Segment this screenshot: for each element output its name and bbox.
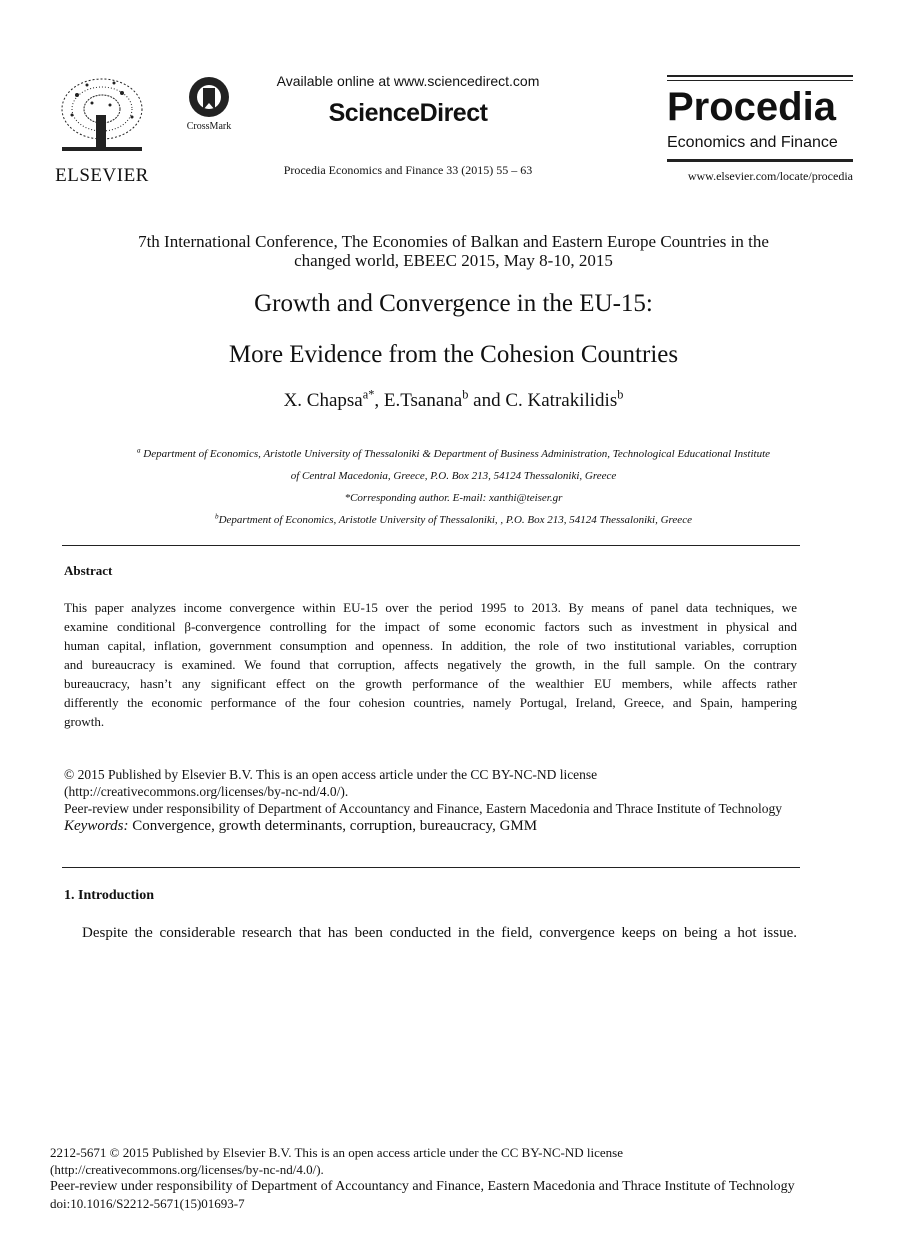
author-affiliation-mark: b xyxy=(462,387,469,402)
license-block xyxy=(64,766,804,836)
conference-line-1: 7th International Conference, The Economies of Balkan and Eastern Europe Countries in the xyxy=(138,232,769,251)
author-name: X. Chapsa xyxy=(283,390,363,411)
abstract-heading: Abstract xyxy=(64,563,113,578)
publisher-name: ELSEVIER xyxy=(55,165,149,186)
affiliation-b xyxy=(50,509,857,531)
affiliation-b-line: Department of Economics, Aristotle University of Thessaloniki, , P.O. Box 213, 54124 Thessaloniki, Greece xyxy=(218,514,692,526)
abstract-body xyxy=(64,598,797,731)
procedia-title: Procedia xyxy=(667,85,836,129)
corresponding-author[interactable]: *Corresponding author. E-mail: xanthi@teiser.gr xyxy=(344,492,563,504)
license-line-1: © 2015 Published by Elsevier B.V. This is an open access article under the CC BY-NC-ND license xyxy=(64,767,598,782)
intro-heading: 1. Introduction xyxy=(64,888,154,903)
elsevier-tree-icon xyxy=(52,75,152,160)
procedia-url[interactable]: www.elsevier.com/locate/procedia xyxy=(687,169,853,183)
affiliation-a-line-2: of Central Macedonia, Greece, P.O. Box 213, 54124 Thessaloniki, Greece xyxy=(290,470,617,482)
paper-title-line-2: More Evidence from the Cohesion Countries xyxy=(228,341,679,368)
author-affiliation-mark: a* xyxy=(362,387,375,402)
affiliation-a-mark: a xyxy=(136,446,141,455)
keywords-list: Convergence, growth determinants, corruption, bureaucracy, GMM xyxy=(128,818,538,834)
affiliation-a xyxy=(50,443,857,465)
conference-info xyxy=(50,232,857,270)
abstract-line: examine conditional β-convergence controlling for the impact of some economic factors such as investment in physical and xyxy=(64,619,797,634)
abstract-line: and bureaucracy is examined. We found that corruption, affects negatively the growth, in the full sample. On the contrary xyxy=(64,657,797,672)
abstract-line: This paper analyzes income convergence within EU-15 over the period 1995 to 2013. By means of panel data techniques, we xyxy=(64,600,797,615)
crossmark-logo[interactable] xyxy=(180,76,238,134)
crossmark-label: CrossMark xyxy=(186,121,232,132)
keywords-label: Keywords: xyxy=(64,818,129,834)
procedia-top-rule xyxy=(667,75,853,81)
abstract-last-line: growth. xyxy=(64,714,105,729)
author-name: E.Tsanana xyxy=(383,390,463,411)
author-separator: and xyxy=(468,390,506,411)
footer-license-link[interactable]: (http://creativecommons.org/licenses/by-nc-nd/4.0/). xyxy=(50,1162,324,1177)
intro-first-line: Despite the considerable research that has been conducted in the field, convergence keeps on being a hot issue. xyxy=(82,925,797,941)
rule-top xyxy=(62,545,800,546)
author-affiliation-mark: b xyxy=(617,387,624,402)
footer-doi[interactable]: doi:10.1016/S2212-5671(15)01693-7 xyxy=(50,1196,245,1211)
author-separator: , xyxy=(374,390,384,411)
author-name: C. Katrakilidis xyxy=(505,390,618,411)
abstract-line: bureaucracy, hasn’t any significant effect on the growth performance of the wealthier EU members, while affects rather xyxy=(64,676,797,691)
paper-title-line-1: Growth and Convergence in the EU-15: xyxy=(254,290,653,317)
sciencedirect-logo: ScienceDirect xyxy=(328,99,488,127)
license-link[interactable]: (http://creativecommons.org/licenses/by-nc-nd/4.0/). xyxy=(64,784,349,799)
footer-peer-review: Peer-review under responsibility of Department of Accountancy and Finance, Eastern Macedonia and Thrace Institute of Technology xyxy=(50,1179,795,1194)
affiliation-a-line-1: Department of Economics, Aristotle University of Thessaloniki & Department of Business Administration, Technological Educational Institute xyxy=(143,448,771,460)
abstract-line: human capital, inflation, government consumption and openness. In addition, the role of two institutional variables, corruption xyxy=(64,638,797,653)
journal-reference: Procedia Economics and Finance 33 (2015) 55 – 63 xyxy=(283,163,533,177)
peer-review-line: Peer-review under responsibility of Department of Accountancy and Finance, Eastern Macedonia and Thrace Institute of Technology xyxy=(64,801,783,816)
conference-line-2: changed world, EBEEC 2015, May 8-10, 2015 xyxy=(294,251,613,270)
crossmark-icon xyxy=(187,76,231,118)
footer xyxy=(50,1144,850,1212)
procedia-bottom-rule xyxy=(667,159,853,163)
available-online[interactable]: Available online at www.sciencedirect.com xyxy=(276,73,540,89)
affiliations xyxy=(50,443,857,531)
authors xyxy=(50,387,857,412)
procedia-masthead xyxy=(667,75,853,184)
affiliation-b-mark: b xyxy=(215,512,219,521)
abstract-line: differently the economic performance of the four cohesion countries, namely Portugal, Ireland, Greece, and Spain, hampering xyxy=(64,695,797,710)
elsevier-logo xyxy=(52,75,152,186)
rule-bottom xyxy=(62,867,800,868)
procedia-subtitle: Economics and Finance xyxy=(667,134,838,151)
footer-line-1: 2212-5671 © 2015 Published by Elsevier B.V. This is an open access article under the CC BY-NC-ND license xyxy=(50,1145,624,1160)
keywords xyxy=(64,817,804,836)
